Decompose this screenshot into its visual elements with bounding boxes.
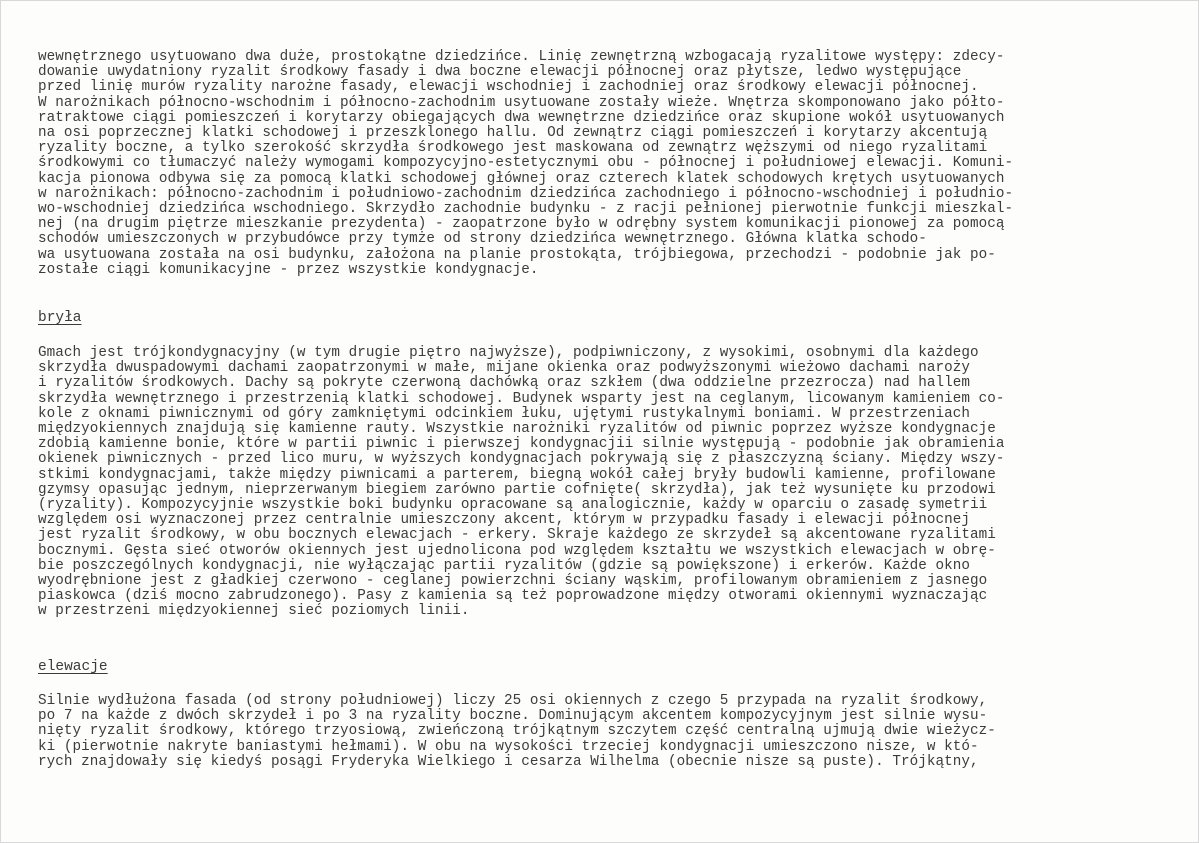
paragraph-bryla — [38, 346, 1005, 620]
text-line: rych znajdowały się kiedyś posągi Fryderyka Wielkiego i cesarza Wilhelma (obecnie nisze są puste). Trójkątny, — [38, 753, 979, 770]
text-line: nięty ryzalit środkowy, którego trzyosiową, zwieńczoną trójkątnym szczytem część centralną ujmują dwie wieżycz- — [38, 723, 996, 740]
text-line: stkimi kondygnacjami, także między piwnicami a parterem, biegną wokół całej bryły budowli kamienne, profilowane — [38, 466, 996, 483]
text-line: względem osi wyznaczonej przez centralnie umieszczony akcent, którym w przypadku fasady i elewacji północnej — [38, 512, 970, 529]
text-line: dowanie uwydatniony ryzalit środkowy fasady i dwa boczne elewacji północnej oraz płytsze, ledwo występujące — [38, 64, 962, 81]
text-line: i ryzalitów środkowych. Dachy są pokryte czerwoną dachówką oraz szkłem (dwa oddzielne przezrocza) nad hallem — [38, 375, 970, 392]
text-line: jest ryzalit środkowy, w obu bocznych elewacjach - erkery. Skraje każdego ze skrzydeł są akcentowane ryzalitami — [38, 527, 996, 544]
text-line: w przestrzeni międzyokiennej sieć poziomych linii. — [38, 603, 470, 620]
text-line: ratraktowe ciągi pomieszczeń i korytarzy obiegających dwa wewnętrzne dziedzińce oraz skupione wokół usytuowanych — [38, 109, 1005, 126]
text-line: międzyokiennych znajdują się kamienne rauty. Wszystkie narożniki ryzalitów od piwnic poprzez wyższe kondygnacje — [38, 421, 996, 438]
text-line: gzymsy opasując jednym, nieprzerwanym biegiem zarówno partie cofnięte( skrzydła), jak też wysunięte ku przodowi — [38, 481, 996, 498]
text-line: (ryzality). Kompozycyjnie wszystkie boki budynku opracowane są analogicznie, każdy w oparciu o zasadę symetrii — [38, 497, 988, 514]
text-line: skrzydła dwuspadowymi dachami zaopatrzonymi w małe, mijane okienka oraz podwyższonymi wieżowo dachami naroży — [38, 360, 970, 377]
paragraph-elewacje — [38, 694, 996, 770]
text-line: przed linię murów ryzality narożne fasady, elewacji wschodniej i zachodniej oraz środkowy elewacji północnej. — [38, 79, 979, 96]
text-line: kacja pionowa odbywa się za pomocą klatki schodowej głównej oraz czterech klatek schodowych krętych usytuowanych — [38, 170, 1005, 187]
section-heading-bryla: bryła — [38, 310, 82, 326]
text-line: wyodrębnione jest z gładkiej czerwono - ceglanej powierzchni ściany wąskim, profilowanym obramieniem z jasnego — [38, 573, 988, 590]
text-line: okienek piwnicznych - przed lico muru, w wyższych kondygnacjach pokrywają się z płaszczyzną ściany. Między wszy- — [38, 451, 1005, 468]
text-line: kole z oknami piwnicznymi od góry zamkniętymi odcinkiem łuku, ujętymi rustykalnymi boniami. W przestrzeniach — [38, 405, 970, 422]
text-line: schodów umieszczonych w przybudówce przy tymże od strony dziedzińca wewnętrznego. Główna klatka schodo- — [38, 231, 927, 248]
paragraph-layout — [38, 50, 1013, 278]
text-line: ki (pierwotnie nakryte baniastymi hełmami). W obu na wysokości trzeciej kondygnacji umieszczono nisze, w któ- — [38, 738, 979, 755]
text-line: środkowymi co tłumaczyć należy wymogami kompozycyjno-estetycznymi obu - północnej i południowej elewacji. Komuni- — [38, 155, 1014, 172]
text-line: zostałe ciągi komunikacyjne - przez wszystkie kondygnacje. — [38, 261, 539, 278]
text-line: po 7 na każde z dwóch skrzydeł i po 3 na ryzality boczne. Dominującym akcentem kompozycyjnym jest silnie wysu- — [38, 708, 988, 725]
text-line: wewnętrznego usytuowano dwa duże, prostokątne dziedzińce. Linię zewnętrzną wzbogacają ryzalitowe występy: zdecy- — [38, 49, 1005, 65]
text-line: Gmach jest trójkondygnacyjny (w tym drugie piętro najwyższe), podpiwniczony, z wysokimi, osobnymi dla każdego — [38, 345, 979, 361]
text-line: na osi poprzecznej klatki schodowej i przeszklonego hallu. Od zewnątrz ciągi pomieszczeń i korytarzy akcentują — [38, 125, 988, 142]
text-line: nej (na drugim piętrze mieszkanie prezydenta) - zaopatrzone było w odrębny system komunikacji pionowej za pomocą — [38, 216, 1005, 233]
text-line: w narożnikach: północno-zachodnim i południowo-zachodnim dziedzińca zachodniego i północno-wschodniej i południo- — [38, 185, 1014, 202]
text-line: wo-wschodniej dziedzińca wschodniego. Skrzydło zachodnie budynku - z racji pełnionej pierwotnie funkcji mieszkal- — [38, 201, 1014, 218]
text-line: Silnie wydłużona fasada (od strony południowej) liczy 25 osi okiennych z czego 5 przypada na ryzalit środkowy, — [38, 693, 988, 709]
text-line: zdobią kamienne bonie, które w partii piwnic i pierwszej kondygnacjii silnie występują - podobnie jak obramienia — [38, 436, 1005, 453]
text-line: ryzality boczne, a tylko szerokość skrzydła środkowego jest maskowana od zewnątrz węższymi od niego ryzalitami — [38, 140, 988, 157]
text-line: wa usytuowana została na osi budynku, założona na planie prostokąta, trójbiegowa, przechodzi - podobnie jak po- — [38, 246, 996, 263]
section-heading-elewacje: elewacje — [38, 659, 108, 675]
text-line: bocznymi. Gęsta sieć otworów okiennych jest ujednolicona pod względem kształtu we wszystkich elewacjach w obrę- — [38, 542, 996, 559]
text-line: bie poszczególnych kondygnacji, nie wyłączając partii ryzalitów (gdzie są powiększone) i erkerów. Każde okno — [38, 557, 970, 574]
text-line: W narożnikach północno-wschodnim i północno-zachodnim usytuowane zostały wieże. Wnętrza skomponowano jako półto- — [38, 94, 1005, 111]
text-line: piaskowca (dziś mocno zabrudzonego). Pasy z kamienia są też poprowadzone między otworami okiennymi wyznaczając — [38, 588, 988, 605]
text-line: skrzydła wewnętrznego i przestrzenią klatki schodowej. Budynek wsparty jest na ceglanym, licowanym kamieniem co- — [38, 390, 1005, 407]
